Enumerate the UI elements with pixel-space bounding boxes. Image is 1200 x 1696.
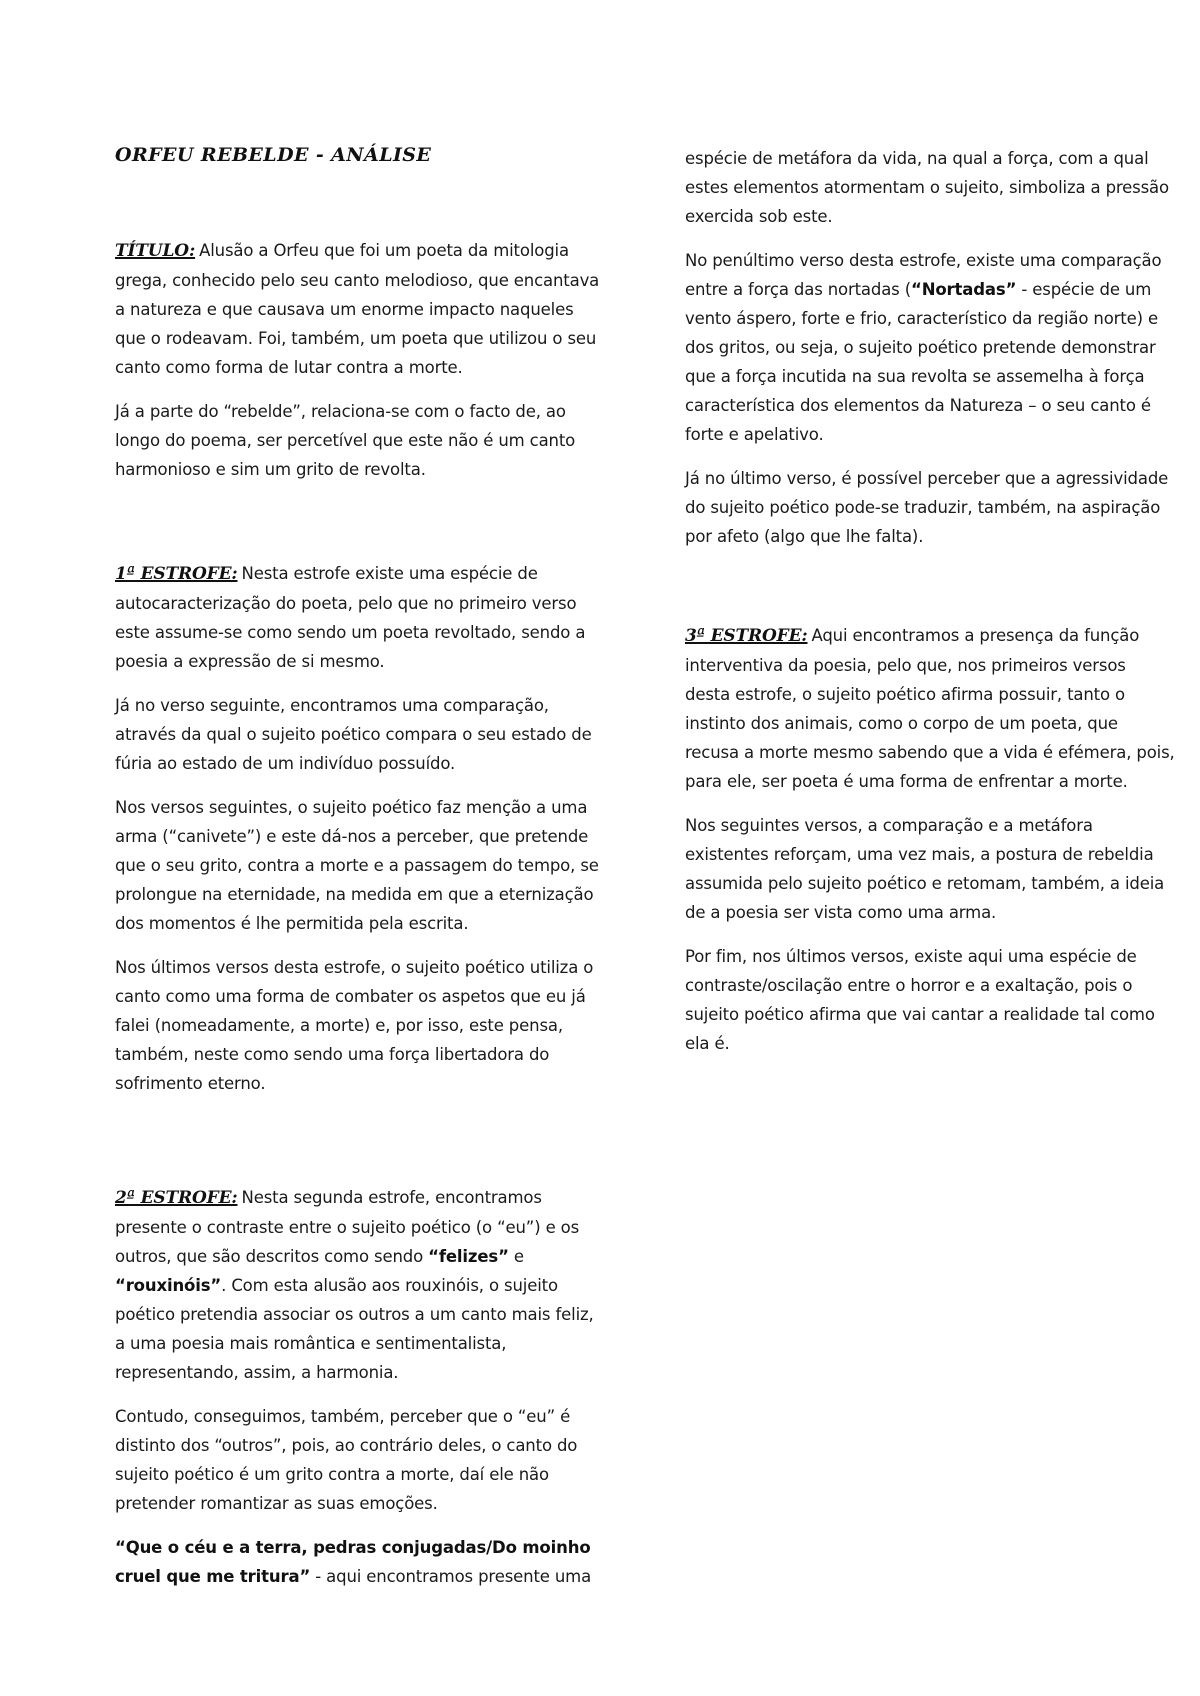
estrofe1-paragraph-2: Já no verso seguinte, encontramos uma comparação, através da qual o sujeito poético compara o seu estado de fúria ao estado de um indivíduo possuído. — [115, 696, 592, 773]
verse-quote: “Que o céu e a terra, pedras conjugadas/Do moinho cruel que me tritura” — [115, 1538, 591, 1586]
estrofe3-paragraph-3: Por fim, nos últimos versos, existe aqui uma espécie de contraste/oscilação entre o horror e a exaltação, pois o sujeito poético afirma que vai cantar a realidade tal como ela é. — [685, 947, 1155, 1053]
continuation-paragraph-3: Já no último verso, é possível perceber que a agressividade do sujeito poético pode-se traduzir, também, na aspiração por afeto (algo que lhe falta). — [685, 469, 1169, 546]
estrofe2-paragraph-3 — [115, 1533, 605, 1591]
titulo-paragraph-1 — [115, 236, 605, 382]
continuation-text-2c: - espécie de um vento áspero, forte e frio, característico da região norte) e dos gritos, ou seja, o sujeito poético pretende demonstrar que a força incutida na sua revolta se assemelha à força característica dos elementos da Natureza – o seu canto é forte e apelativo. — [685, 280, 1158, 444]
felizes-quote: “felizes” — [428, 1247, 509, 1266]
estrofe1-label: 1ª ESTROFE: — [115, 564, 238, 584]
estrofe2-text-3: - aqui encontramos presente uma — [310, 1567, 592, 1586]
estrofe2-text-1a: Nesta segunda estrofe, encontramos presente o contraste entre o sujeito poético (o “eu”) e os outros, que são descritos como sendo — [115, 1188, 580, 1266]
estrofe3-label: 3ª ESTROFE: — [685, 626, 808, 646]
estrofe3-paragraph-1 — [685, 621, 1175, 796]
continuation-paragraph-1: espécie de metáfora da vida, na qual a força, com a qual estes elementos atormentam o sujeito, simboliza a pressão exercida sob este. — [685, 149, 1169, 226]
document-title: ORFEU REBELDE - ANÁLISE — [115, 144, 432, 166]
estrofe2-text-1c: e — [508, 1247, 524, 1266]
right-column — [685, 144, 1175, 1073]
estrofe2-text-1d: . Com esta alusão aos rouxinóis, o sujeito poético pretendia associar os outros a um canto mais feliz, a uma poesia mais romântica e sentimentalista, representando, assim, a harmonia. — [115, 1276, 594, 1382]
titulo-paragraph-2: Já a parte do “rebelde”, relaciona-se com o facto de, ao longo do poema, ser percetível que este não é um canto harmonioso e sim um grito de revolta. — [115, 402, 576, 479]
continuation-paragraph-2 — [685, 246, 1175, 449]
left-column — [115, 144, 605, 1606]
estrofe3-paragraph-2: Nos seguintes versos, a comparação e a metáfora existentes reforçam, uma vez mais, a postura de rebeldia assumida pelo sujeito poético e retomam, também, a ideia de a poesia ser vista como uma arma. — [685, 816, 1165, 922]
titulo-text-1: Alusão a Orfeu que foi um poeta da mitologia grega, conhecido pelo seu canto melodioso, que encantava a natureza e que causava um enorme impacto naqueles que o rodeavam. Foi, também, um poeta que utilizou o seu canto como forma de lutar contra a morte. — [115, 241, 600, 377]
estrofe1-paragraph-4: Nos últimos versos desta estrofe, o sujeito poético utiliza o canto como uma forma de combater os aspetos que eu já falei (nomeadamente, a morte) e, por isso, este pensa, também, neste como sendo uma força libertadora do sofrimento eterno. — [115, 958, 594, 1093]
estrofe3-text-1: Aqui encontramos a presença da função interventiva da poesia, pelo que, nos primeiros versos desta estrofe, o sujeito poético afirma possuir, tanto o instinto dos animais, como o corpo de um poeta, que recusa a morte mesmo sabendo que a vida é efémera, pois, para ele, ser poeta é uma forma de enfrentar a morte. — [685, 626, 1175, 791]
estrofe2-paragraph-1 — [115, 1183, 605, 1387]
nortadas-quote: “Nortadas” — [911, 280, 1017, 299]
estrofe2-label: 2ª ESTROFE: — [115, 1188, 238, 1208]
continuation-text-2a: No penúltimo verso desta estrofe, existe uma comparação entre a força das nortadas ( — [685, 251, 1162, 299]
estrofe1-text-1: Nesta estrofe existe uma espécie de autocaracterização do poeta, pelo que no primeiro verso este assume-se como sendo um poeta revoltado, sendo a poesia a expressão de si mesmo. — [115, 564, 586, 671]
estrofe2-paragraph-2: Contudo, conseguimos, também, perceber que o “eu” é distinto dos “outros”, pois, ao contrário deles, o canto do sujeito poético é um grito contra a morte, daí ele não pretender romantizar as suas emoções. — [115, 1407, 578, 1513]
titulo-label: TÍTULO: — [115, 241, 196, 261]
rouxinois-quote: “rouxinóis” — [115, 1276, 222, 1295]
estrofe1-paragraph-1 — [115, 559, 605, 676]
estrofe1-paragraph-3: Nos versos seguintes, o sujeito poético faz menção a uma arma (“canivete”) e este dá-nos a perceber, que pretende que o seu grito, contra a morte e a passagem do tempo, se prolongue na eternidade, na medida em que a eternização dos momentos é lhe permitida pela escrita. — [115, 798, 599, 933]
